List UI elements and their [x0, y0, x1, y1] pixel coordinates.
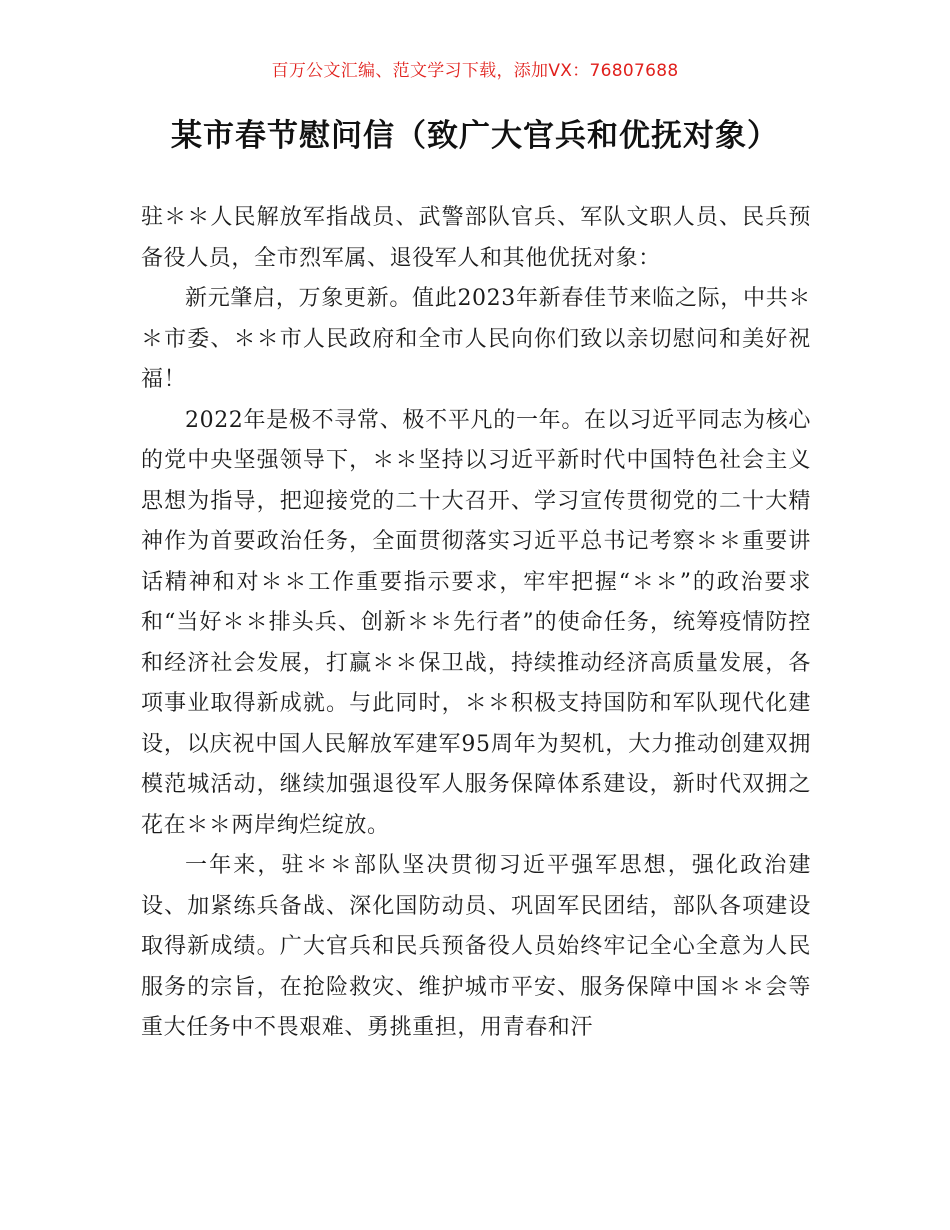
header-note: 百万公文汇编、范文学习下载，添加VX：76807688 — [271, 61, 679, 81]
salutation: 驻＊＊人民解放军指战员、武警部队官兵、军队文职人员、民兵预备役人员，全市烈军属、退役军人和其他优抚对象： — [141, 205, 811, 271]
paragraph-troops: 一年来，驻＊＊部队坚决贯彻习近平强军思想，强化政治建设、加紧练兵备战、深化国防动员、巩固军民团结，部队各项建设取得新成绩。广大官兵和民兵预备役人员始终牢记全心全意为人民服务的宗旨，在抢险救灾、维护城市平安、服务保障中国＊＊会等重大任务中不畏艰难、勇挑重担，用青春和汗 — [141, 853, 811, 1040]
letter-body — [141, 198, 811, 1049]
document-title: 某市春节慰问信（致广大官兵和优抚对象） — [171, 118, 779, 154]
paragraph-2022-review: 2022年是极不寻常、极不平凡的一年。在以习近平同志为核心的党中央坚强领导下，＊＊坚持以习近平新时代中国特色社会主义思想为指导，把迎接党的二十大召开、学习宣传贯彻党的二十大精神作为首要政治任务，全面贯彻落实习近平总书记考察＊＊重要讲话精神和对＊＊工作重要指示要求，牢牢把握“＊＊”的政治要求和“当好＊＊排头兵、创新＊＊先行者”的使命任务，统筹疫情防控和经济社会发展，打赢＊＊保卫战，持续推动经济高质量发展，各项事业取得新成就。与此同时，＊＊积极支持国防和军队现代化建设，以庆祝中国人民解放军建军95周年为契机，大力推动创建双拥模范城活动，继续加强退役军人服务保障体系建设，新时代双拥之花在＊＊两岸绚烂绽放。 — [141, 407, 811, 838]
paragraph-greeting: 新元肇启，万象更新。值此2023年新春佳节来临之际，中共＊＊市委、＊＊市人民政府和全市人民向你们致以亲切慰问和美好祝福！ — [141, 286, 811, 392]
